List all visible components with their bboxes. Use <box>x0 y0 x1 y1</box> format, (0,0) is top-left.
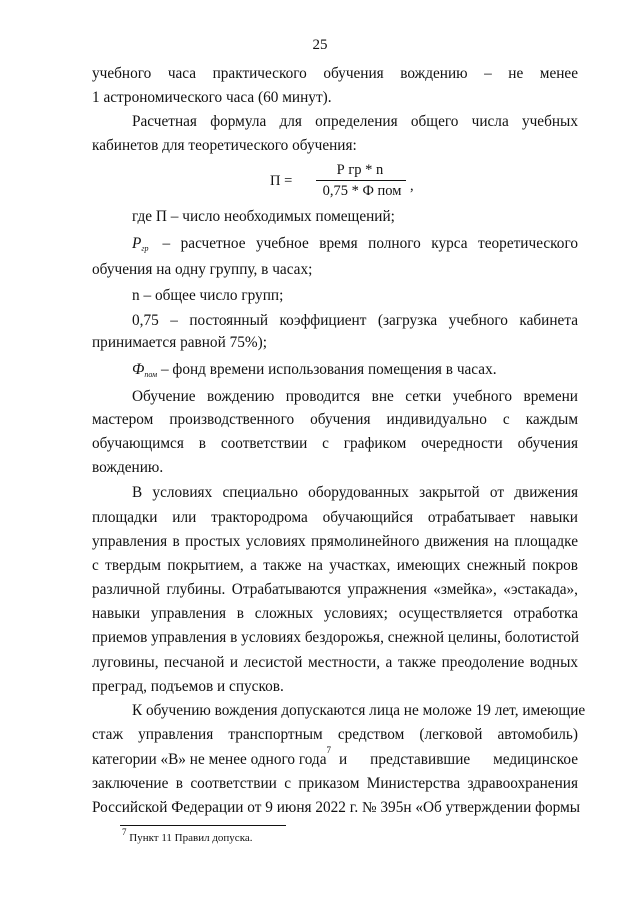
text-line: Российской Федерации от 9 июня 2022 г. № 395н «Об утверждении формы <box>92 799 581 816</box>
text-line: навыки управления в сложных условиях; осуществляется отработка <box>92 605 578 622</box>
symbol-f: $Ф_{пом}$ <box>132 361 158 379</box>
definition-f <box>132 360 578 385</box>
text-line: Обучение вождению проводится вне сетки учебного времени <box>132 388 578 405</box>
text-line: n – общее число групп; <box>132 287 284 304</box>
text-line: площадки или трактородрома обучающийся отрабатывает навыки <box>92 509 578 526</box>
text-line: где П – число необходимых помещений; <box>132 208 395 225</box>
footnote-number: 7 <box>122 827 127 837</box>
text-line: К обучению вождения допускаются лица не моложе 19 лет, имеющие <box>132 702 586 719</box>
formula-lhs: П = <box>270 173 293 189</box>
symbol-p: $Р_{гр}$ <box>132 235 149 253</box>
text-line: – фонд времени использования помещения в часах. <box>160 361 497 378</box>
page-number: 25 <box>312 37 328 53</box>
text-line: обучающимся в соответствии с графиком очередности обучения <box>92 435 578 452</box>
text-line: управления в простых условиях прямолинейного движения на площадке <box>92 533 578 550</box>
text-line-with-footnote <box>92 745 578 770</box>
text-line: категории «В» не менее одного года <box>92 751 327 768</box>
footnote-text: Пункт 11 Правил допуска. <box>129 832 253 844</box>
text-line: обучения на одну группу, в часах; <box>92 261 313 278</box>
formula-denominator: 0,75 * Ф пом <box>322 183 402 199</box>
text-line: и представившие медицинское <box>339 751 578 768</box>
formula <box>270 162 430 202</box>
text-line: мастером производственного обучения индивидуально с каждым <box>92 411 578 428</box>
text-line: Расчетная формула для определения общего числа учебных <box>132 113 578 130</box>
text-line: вождению. <box>92 459 164 476</box>
formula-comma: , <box>410 178 414 194</box>
definition-p <box>132 234 578 259</box>
footnote <box>122 827 253 844</box>
fraction-bar <box>316 180 406 181</box>
text-line: 0,75 – постоянный коэффициент (загрузка учебного кабинета <box>132 312 578 329</box>
text-line: приемов управления в условиях бездорожья, снежной целины, болотистой <box>92 629 580 646</box>
footnote-marker: 7 <box>326 745 332 755</box>
text-line: учебного часа практического обучения вождению – не менее <box>92 65 578 82</box>
text-line: преград, подъемов и спусков. <box>92 678 284 695</box>
text-line: различной глубины. Отрабатываются упражнения «змейка», «эстакада», <box>92 581 578 598</box>
text-line: стаж управления транспортным средством (легковой автомобиль) <box>92 726 578 743</box>
text-line: заключение в соответствии с приказом Министерства здравоохранения <box>92 775 578 792</box>
text-line: В условиях специально оборудованных закрытой от движения <box>132 484 578 501</box>
text-line: принимается равной 75%); <box>92 334 267 351</box>
text-line: с твердым покрытием, а также на участках, имеющих снежный покров <box>92 557 578 574</box>
text-line: 1 астрономического часа (60 минут). <box>92 89 332 106</box>
text-line: луговины, песчаной и лесистой местности, а также преодоление водных <box>92 654 578 671</box>
formula-numerator: Р гр * n <box>336 162 384 178</box>
text-line: кабинетов для теоретического обучения: <box>92 137 357 154</box>
text-line: – расчетное учебное время полного курса теоретического <box>162 235 578 252</box>
footnote-separator <box>120 825 286 826</box>
